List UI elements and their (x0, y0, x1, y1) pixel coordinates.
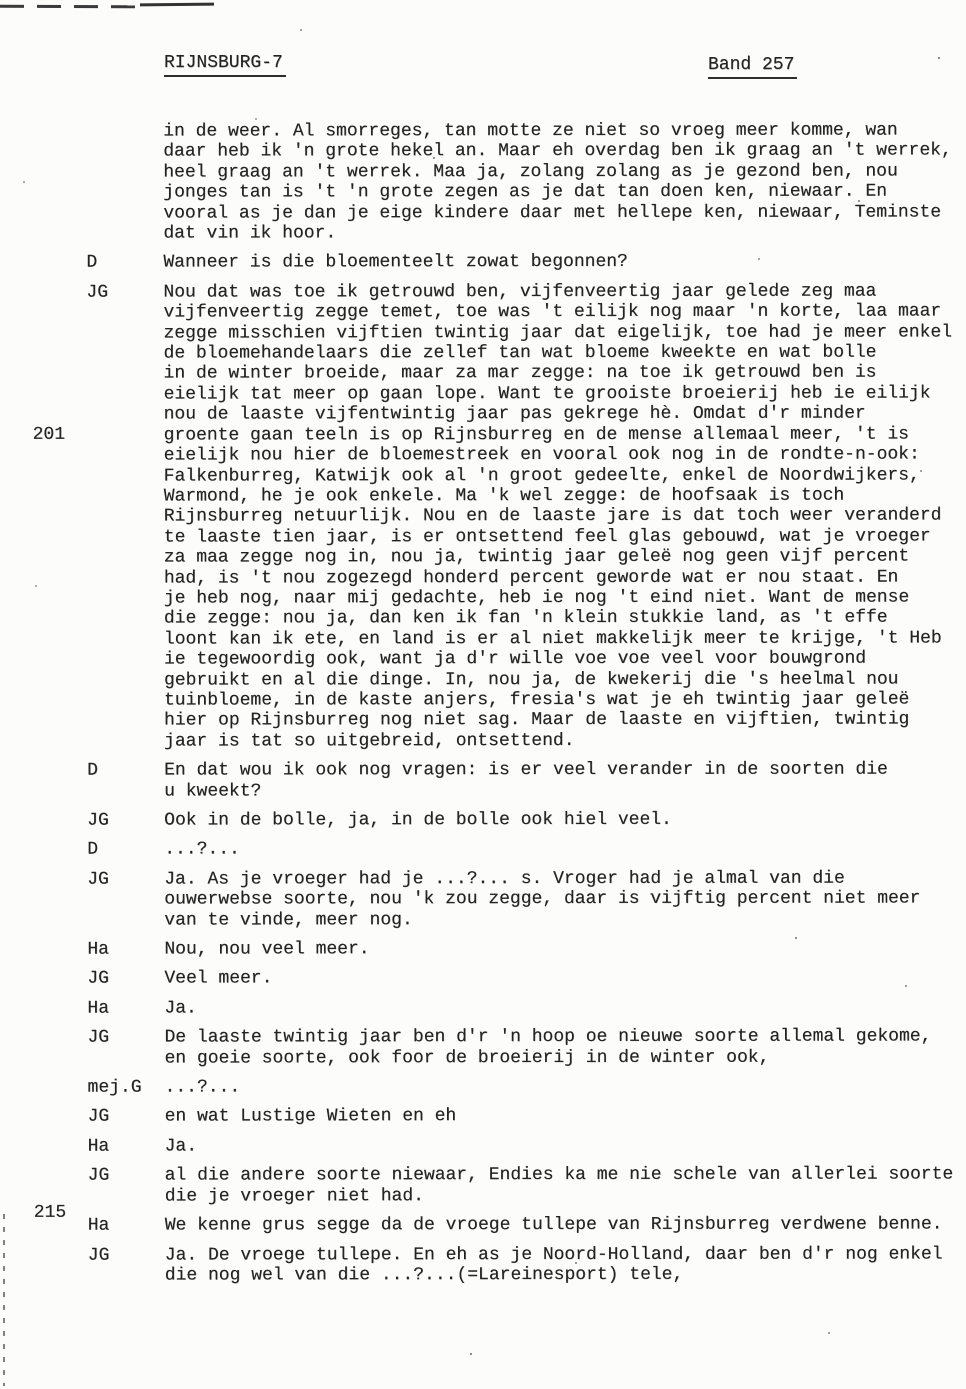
speaker-label: JG (87, 1165, 110, 1186)
transcript-entry (87, 759, 966, 802)
speaker-label: JG (87, 969, 110, 990)
entry-text: Ja. De vroege tullepe. En eh as je Noord-Holland, daar ben d'r nog enkel die nog wel van die ...?...(=Lareinesport) tele, (164, 1243, 943, 1286)
transcript-entry (86, 252, 965, 274)
entry-text: Wanneer is die bloementeelt zowat begonnen? (163, 252, 628, 273)
transcript-entry (87, 1243, 966, 1286)
speaker-label: Ha (87, 1215, 110, 1236)
transcript-entry (87, 1077, 966, 1099)
transcript-entry (87, 938, 966, 960)
speaker-label: JG (86, 282, 109, 303)
entry-text: ...?... (164, 1077, 241, 1098)
speaker-label: Ha (87, 998, 110, 1019)
entry-text: Ook in de bolle, ja, in de bolle ook hiel veel. (164, 809, 672, 831)
entry-text: Nou dat was toe ik getrouwd ben, vijfenveertig jaar gelede zeg maa vijfenveertig zegge temet, toe was 't eilijk nog maar 'n korte, laa maar zegge misschien vijftien twintig jaar dat eigelijk, toe had je meer enkel de bloemehandelaars die zellef tan wat bloeme kweekte en wat bolle in de winter broeide, maar za mar zegge: na toe ik getrouwd ben is eielijk tat meer op gaan lope. Want te grooiste broeierij heb ie eilijk nou de laaste vijfentwintig jaar pas gekrege hè. Omdat d'r minder groente gaan teeln is op Rijnsburreg en de mense allemaal meer, 't is eielijk nou hier de bloemestreek en vooral ook nog in de rondte-n-ook: Falkenburreg, Katwijk ook al 'n groot gedeelte, enkel de Noordwijkers, Warmond, he je ook enkele. Ma 'k wel zegge: de hoofsaak is toch Rijnsburreg netuurlijk. Nou en de laaste jare is dat toch weer veranderd te laaste tien jaar, is er ontsettend feel glas gebouwd, wat je vroeger za maa zegge nog in, nou ja, twintig jaar geleë nog geen vijf percent had, is 't nou zogezegd honderd percent geworde wat er nou staat. En je heb nog, naar mij gedachte, heb ie nog 't eind niet. Want de mense die zegge: nou ja, dan ken ik fan 'n klein stukkie land, as 't effe loont kan ik ete, en land is er al niet makkelijk meer te krijge, 't Heb ie tegewoordig ook, want ja d'r wille voe voe veel voor bouwgrond gebruikt en al die dinge. In, nou ja, de kwekerij die 's heelmal nou tuinbloeme, in de kaste anjers, fresia's wat je eh twintig jaar geleë hier op Rijnsburreg nog niet sag. Maar de laaste en vijftien, twintig jaar is tat so uitgebreid, ontsettend. (163, 281, 953, 752)
transcript-entry (87, 968, 966, 990)
entry-text: Ja. (164, 998, 197, 1019)
speaker-label: Ha (87, 1136, 110, 1157)
transcript-entry (87, 1026, 966, 1069)
transcript-body (32, 120, 966, 1294)
scan-noise-specks (0, 0, 2, 2)
transcript-entry (87, 997, 966, 1019)
scan-artifact-left-dotted-line (3, 1214, 5, 1386)
scan-artifact-top-line (140, 3, 214, 7)
speaker-label: JG (87, 869, 109, 890)
entry-text: En dat wou ik ook nog vragen: is er veel verander in de soorten die u kweekt? (164, 759, 888, 802)
band-label: Band 257 (708, 54, 797, 79)
transcript-entry (87, 1164, 966, 1207)
entry-text: ...?... (164, 839, 240, 860)
speaker-label: JG (87, 810, 109, 831)
scan-artifact-top-dashes (0, 5, 136, 8)
entry-text: Veel meer. (164, 968, 273, 989)
transcript-entry (32, 281, 966, 752)
margin-line-number: 215 (33, 1202, 67, 1223)
transcript-entry (87, 868, 966, 931)
transcript-entry (87, 1106, 966, 1128)
margin-line-number: 201 (32, 424, 66, 445)
entry-text: Nou, nou veel meer. (164, 939, 370, 960)
entry-text: We kenne grus segge da de vroege tullepe van Rijnsburreg verdwene benne. (164, 1214, 943, 1236)
transcript-entry (87, 1135, 966, 1157)
speaker-label: JG (87, 1107, 110, 1128)
entry-text: De laaste twintig jaar ben d'r 'n hoop oe nieuwe soorte allemal gekome, en goeie soorte, ook foor de broeierij in de winter ook, (164, 1026, 932, 1069)
speaker-label: JG (87, 1027, 110, 1048)
transcript-entry (33, 1202, 966, 1237)
entry-text: al die andere soorte niewaar, Endies ka me nie schele van allerlei soorte die je vroeger niet had. (164, 1164, 954, 1207)
entry-text: Ja. (164, 1136, 198, 1157)
transcript-entry (163, 120, 965, 244)
speaker-label: JG (87, 1245, 110, 1266)
page-title: RIJNSBURG-7 (164, 52, 286, 77)
entry-text: en wat Lustige Wieten en eh (164, 1106, 457, 1128)
speaker-label: D (87, 760, 98, 781)
speaker-label: Ha (87, 939, 109, 960)
entry-text: Ja. As je vroeger had je ...?... s. Vroger had je almal van die ouwerwebse soorte, nou 'k zou zegge, daar is vijftig percent niet meer van te vinde, meer nog. (164, 868, 921, 931)
entry-text: in de weer. Al smorreges, tan motte ze niet so vroeg meer komme, wan daar heb ik 'n grote hekel an. Maar eh overdag ben ik graag an 't werrek, heel graag an 't werrek. Maa ja, zolang zolang as je gezond ben, nou jonges tan is 't 'n grote zegen as je dat tan doen ken, niewaar. En vooral as je dan je eige kindere daar met hellepe ken, niewaar, Teminste dat vin ik hoor. (163, 120, 952, 244)
transcript-entry (87, 809, 966, 831)
speaker-label: mej.G (87, 1077, 142, 1098)
speaker-label: D (86, 253, 98, 274)
speaker-label: D (87, 840, 99, 861)
transcript-entry (87, 839, 966, 861)
